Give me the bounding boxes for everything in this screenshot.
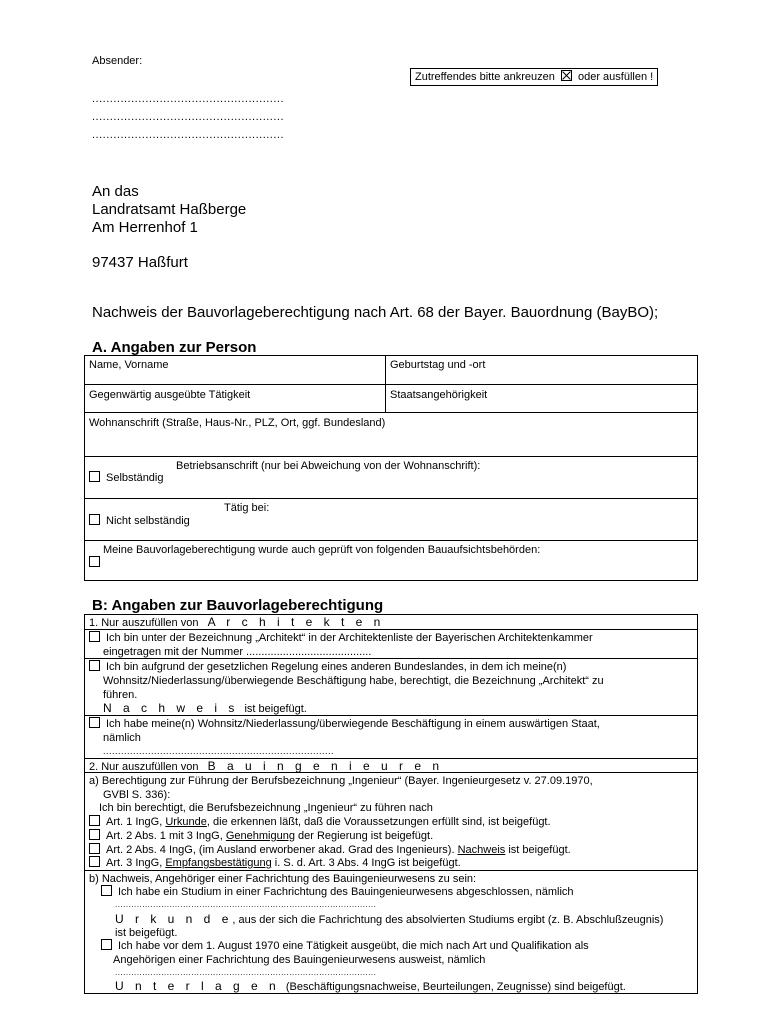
architects-option-b	[85, 658, 697, 715]
art2-1-b: der Regierung ist beigefügt.	[298, 830, 434, 842]
engineers-part-a	[85, 772, 697, 870]
art2-4-b: ist beigefügt.	[508, 844, 571, 856]
architect-number-line[interactable]: eingetragen mit der Nummer .........................................	[103, 646, 372, 658]
pre1970-text-2: Angehörigen einer Fachrichtung des Bauingenieurwesens ausweist, nämlich	[113, 954, 486, 966]
checkbox-art2-4[interactable]	[89, 843, 100, 854]
engineers-part-b	[85, 870, 697, 994]
architect-list-text: Ich bin unter der Bezeichnung „Architekt“ in der Architektenliste der Bayerischen Architektenkammer	[106, 632, 593, 644]
art2-1-u: Genehmigung	[225, 830, 295, 842]
checkbox-architect-list[interactable]	[89, 631, 100, 642]
other-state-text-1: Ich bin aufgrund der gesetzlichen Regelung eines anderen Bundeslandes, in dem ich meine(n)	[106, 661, 567, 673]
row-address	[85, 412, 697, 456]
checkbox-foreign-state[interactable]	[89, 717, 100, 728]
certificate-attached: ist beigefügt.	[115, 927, 178, 939]
sender-line-1[interactable]: ......................................................	[92, 93, 285, 105]
row-job	[85, 384, 697, 412]
row-name	[85, 356, 697, 384]
selfemployed-label: Selbständig	[106, 472, 164, 484]
section-a-table	[84, 355, 698, 581]
proof-rest: ist beigefügt.	[244, 703, 307, 715]
sender-line-2[interactable]: ......................................................	[92, 111, 285, 123]
checkbox-other-state[interactable]	[89, 660, 100, 671]
address-field[interactable]: Wohnanschrift (Straße, Haus-Nr., PLZ, Ort, ggf. Bundesland)	[89, 417, 386, 429]
recipient-line-2: Landratsamt Haßberge	[92, 201, 247, 218]
sender-label: Absender:	[92, 55, 143, 67]
other-state-text-3: führen.	[103, 689, 138, 701]
art3-u: Empfangsbestätigung	[165, 857, 272, 869]
art2-4-a: Art. 2 Abs. 4 IngG, (im Ausland erworbener akad. Grad des Ingenieurs).	[106, 844, 455, 856]
engineers-pre: 2. Nur auszufüllen von	[89, 761, 199, 773]
art1-u: Urkunde	[165, 816, 207, 828]
engineers-header	[85, 758, 697, 772]
not-selfemployed-label: Nicht selbständig	[106, 515, 190, 527]
business-address-label: Betriebsanschrift (nur bei Abweichung von der Wohnanschrift):	[176, 460, 481, 472]
checkbox-pre1970[interactable]	[101, 939, 112, 950]
foreign-state-line[interactable]: .............................................................................	[103, 746, 335, 756]
section-a-heading: A. Angaben zur Person	[92, 339, 257, 356]
row-not-selfemployed	[85, 498, 697, 540]
engineer-a-text-3: Ich bin berechtigt, die Berufsbezeichnung „Ingenieur“ zu führen nach	[99, 802, 433, 814]
name-field[interactable]: Name, Vorname	[89, 359, 169, 371]
instruction-text-pre: Zutreffendes bitte ankreuzen	[415, 71, 555, 83]
architects-option-c	[85, 715, 697, 758]
engineer-a-text-1: a) Berechtigung zur Führung der Berufsbezeichnung „Ingenieur“ (Bayer. Ingenieurgesetz v. 27.09.1970,	[89, 775, 593, 787]
document-title: Nachweis der Bauvorlageberechtigung nach Art. 68 der Bayer. Bauordnung (BayBO);	[92, 304, 659, 321]
checkbox-art1[interactable]	[89, 815, 100, 826]
not-selfemployed-option[interactable]	[89, 514, 190, 528]
foreign-state-text-2: nämlich	[103, 732, 141, 744]
citizenship-field[interactable]: Staatsangehörigkeit	[390, 389, 488, 401]
checkbox-art2-1[interactable]	[89, 829, 100, 840]
checkbox-selfemployed[interactable]	[89, 471, 100, 482]
architects-spaced: A r c h i t e k t e n	[207, 615, 385, 629]
engineer-a-text-2: GVBl S. 336):	[103, 789, 171, 801]
other-state-text-2: Wohnsitz/Niederlassung/überwiegende Beschäftigung habe, berechtigt, die Bezeichnung „Architekt“ zu	[103, 675, 604, 687]
art2-4-u: Nachweis	[457, 844, 506, 856]
engineers-spaced: B a u i n g e n i e u r e n	[207, 759, 444, 773]
birth-field[interactable]: Geburtstag und -ort	[390, 359, 486, 371]
architects-pre: 1. Nur auszufüllen von	[89, 617, 199, 629]
employed-at-label: Tätig bei:	[224, 502, 270, 514]
instruction-text-post: oder ausfüllen !	[577, 71, 654, 83]
pre1970-line[interactable]: ................................................................................................	[115, 968, 377, 977]
documents-rest: (Beschäftigungsnachweise, Beurteilungen, Zeugnisse) sind beigefügt.	[285, 981, 626, 993]
certificate-rest: , aus der sich die Fachrichtung des absolvierten Studiums ergibt (z. B. Abschlußzeugnis)	[232, 914, 664, 926]
documents-spaced: U n t e r l a g e n	[115, 979, 280, 993]
pre1970-text-1: Ich habe vor dem 1. August 1970 eine Tätigkeit ausgeübt, die mich nach Art und Qualifikation als	[118, 940, 589, 952]
section-b-table	[84, 614, 698, 994]
study-line[interactable]: ................................................................................................	[115, 900, 377, 909]
selfemployed-option[interactable]	[89, 471, 164, 485]
art1-b: , die erkennen läßt, daß die Voraussetzungen erfüllt sind, ist beigefügt.	[206, 816, 551, 828]
sender-line-3[interactable]: ......................................................	[92, 129, 285, 141]
recipient-line-3: Am Herrenhof 1	[92, 219, 198, 236]
job-field[interactable]: Gegenwärtig ausgeübte Tätigkeit	[89, 389, 251, 401]
checkbox-study[interactable]	[101, 885, 112, 896]
certificate-spaced: U r k u n d e	[115, 912, 233, 926]
instruction-box	[410, 68, 658, 86]
engineer-b-text-1: b) Nachweis, Angehöriger einer Fachrichtung des Bauingenieurwesens zu sein:	[89, 873, 477, 885]
checkbox-checked-by[interactable]	[89, 556, 100, 567]
art1-a: Art. 1 IngG,	[106, 816, 163, 828]
foreign-state-text-1: Ich habe meine(n) Wohnsitz/Niederlassung/überwiegende Beschäftigung in einem auswärtigen Staat,	[106, 718, 600, 730]
row-checked-by	[85, 540, 697, 581]
art3-a: Art. 3 IngG,	[106, 857, 163, 869]
recipient-line-1: An das	[92, 183, 139, 200]
checked-by-label: Meine Bauvorlageberechtigung wurde auch geprüft von folgenden Bauaufsichtsbehörden:	[103, 544, 541, 556]
architects-option-a	[85, 629, 697, 658]
crossed-box-icon	[561, 70, 572, 81]
row-selfemployed	[85, 456, 697, 498]
proof-spaced: N a c h w e i s	[103, 701, 239, 715]
art2-1-a: Art. 2 Abs. 1 mit 3 IngG,	[106, 830, 223, 842]
section-b-heading: B: Angaben zur Bauvorlageberechtigung	[92, 597, 384, 614]
checkbox-not-selfemployed[interactable]	[89, 514, 100, 525]
architects-header	[85, 615, 697, 629]
art3-b: i. S. d. Art. 3 Abs. 4 IngG ist beigefügt.	[274, 857, 461, 869]
recipient-line-4: 97437 Haßfurt	[92, 254, 188, 271]
study-text: Ich habe ein Studium in einer Fachrichtung des Bauingenieurwesens abgeschlossen, nämlich	[118, 886, 574, 898]
checkbox-art3[interactable]	[89, 856, 100, 867]
